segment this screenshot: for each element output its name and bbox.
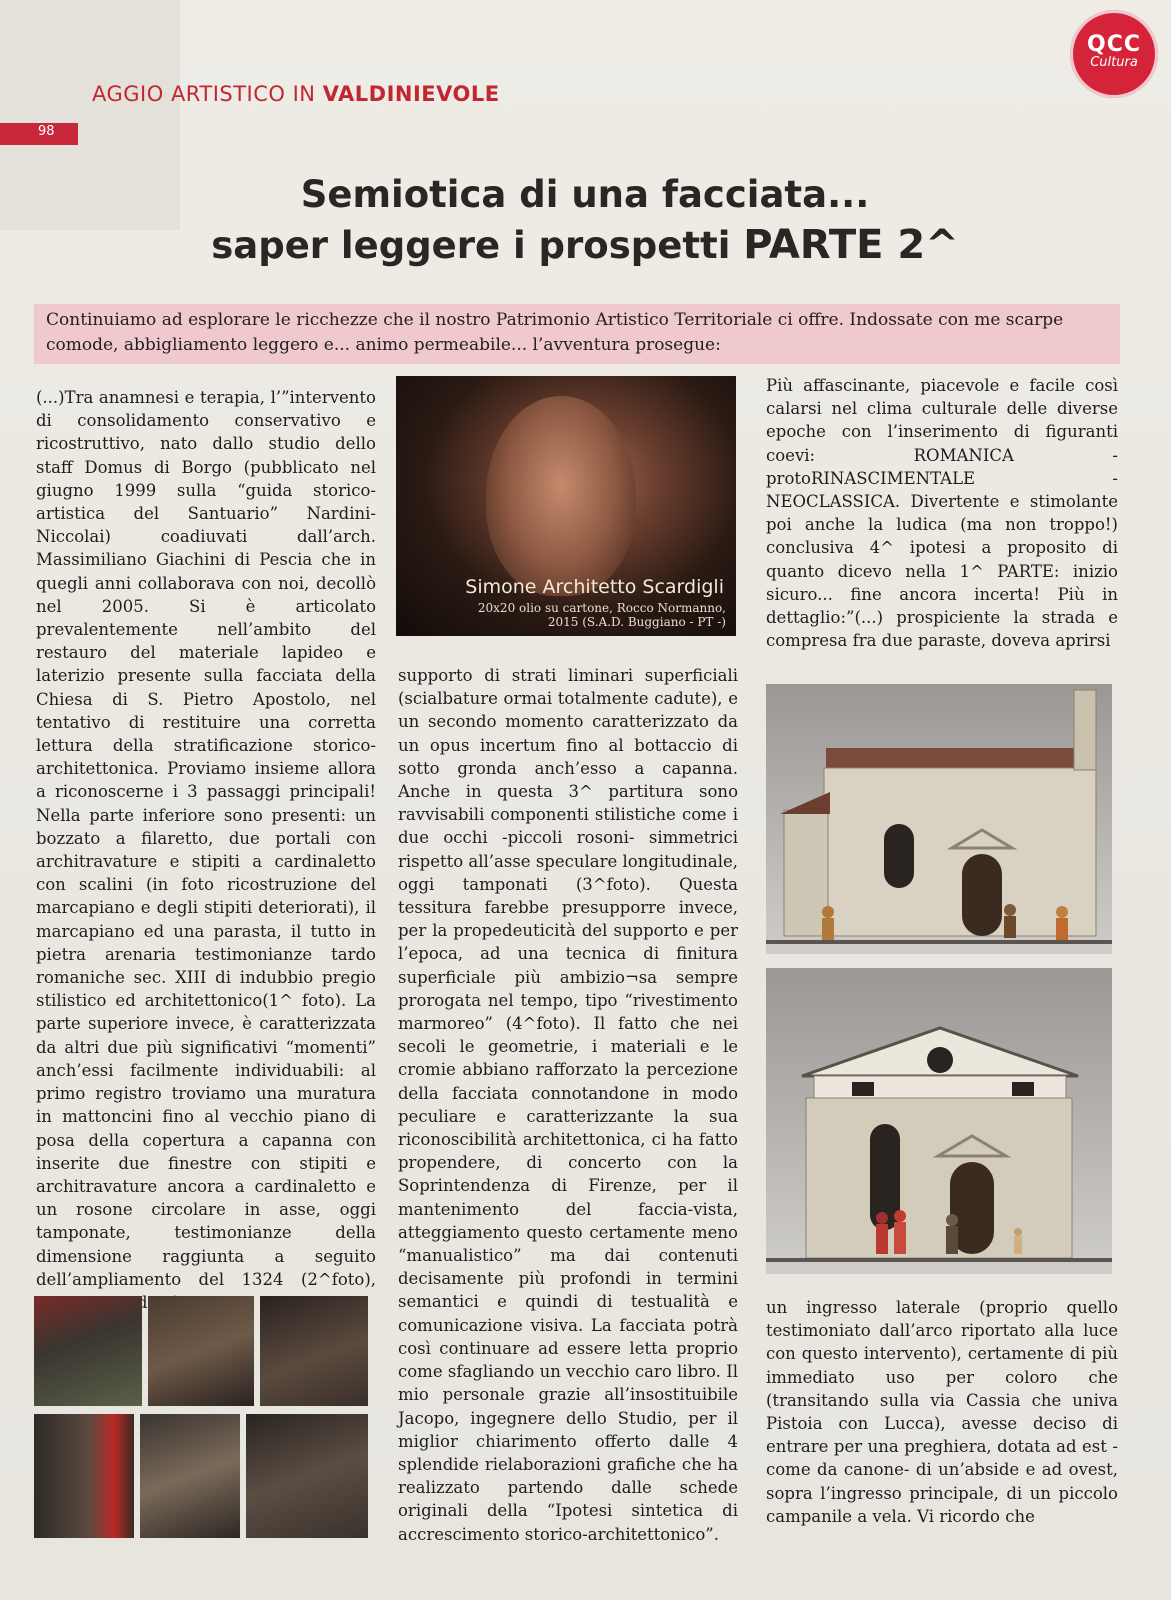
portrait-painting bbox=[396, 376, 736, 636]
page-number: 98 bbox=[38, 124, 55, 139]
facade-drawing-neoclassical bbox=[766, 968, 1112, 1274]
portrait-face-image bbox=[486, 396, 636, 596]
article-column-2: supporto di strati liminari superficiali (scialbature ormai totalmente cadute), e un secondo momento caratterizzato da un opus incertum fino al bottaccio di sotto gronda anch’esso a capanna. Anche in questa 3^ partitura sono ravvisabili componenti stilistiche come i due occhi -piccoli rosoni- simmetrici rispetto all’asse speculare longitudinale, oggi tamponati (3^foto). Questa tessitura farebbe presupporre invece, per la propedeuticità del supporto e per l’epoca, ad una tecnica di finitura superficiale più ambizio¬sa sempre prorogata nel tempo, tipo “rivestimento marmoreo” (4^foto). Il fatto che nei secoli le geometrie, i materiali e le cromie abbiano rafforzato la percezione della facciata connotandone in modo peculiare e caratterizzante la sua riconoscibilità architettonica, ci ha fatto propendere, di concerto con la Soprintendenza di Firenze, per il mantenimento del faccia-vista, atteggiamento questo certamente meno “manualistico” ma dai contenuti decisamente più profondi in termini semantici e quindi di testualità e comunicazione visiva. La facciata potrà così continuare ad essere letta proprio come sfagliando un vecchio caro libro. Il mio personale grazie all’insostituibile Jacopo, ingegnere dello Studio, per il miglior chiarimento offerto dalle 4 splendide rielaborazioni grafiche che ha realizzato partendo dalle schede originali della “Ipotesi sintetica di accrescimento storico-architettonico”. bbox=[398, 666, 739, 1544]
badge-qcc-text: QCC bbox=[1087, 32, 1141, 57]
restoration-photo-1 bbox=[34, 1296, 142, 1406]
badge-cultura-text: Cultura bbox=[1090, 55, 1138, 70]
intro-band: Continuiamo ad esplorare le ricchezze che il nostro Patrimonio Artistico Territoriale ci offre. Indossate con me scarpe comode, abbigliamento leggero e... animo permeabile... l’avventura prosegue: bbox=[34, 304, 1120, 364]
underlying-page bbox=[0, 0, 180, 230]
portrait-caption-line1: 20x20 olio su cartone, Rocco Normanno, bbox=[477, 601, 726, 615]
facade-illustration-1 bbox=[766, 684, 1112, 954]
restoration-photo-2 bbox=[148, 1296, 254, 1406]
article-title-line1: Semiotica di una facciata... bbox=[300, 173, 870, 216]
restoration-photo-4 bbox=[34, 1414, 134, 1538]
portrait-caption-line2: 2015 (S.A.D. Buggiano - PT -) bbox=[547, 615, 726, 629]
article-column-3-top: Più affascinante, piacevole e facile così calarsi nel clima culturale delle diverse epoche con l’inserimento di figuranti coevi: ROMANICA - protoRINASCIMENTALE - NEOCLASSICA. Divertente e stimolante poi anche la ludica (ma non troppo!) conclusiva 4^ ipotesi a proposito di quanto dicevo nella 1^ PARTE: inizio sicuro... fine ancora incerta! Più in dettaglio:”(...) prospiciente la strada e compresa fra due paraste, doveva aprirsi bbox=[766, 376, 1118, 651]
facade-drawing-romanesque bbox=[766, 684, 1112, 954]
restoration-photo-6 bbox=[246, 1414, 368, 1538]
article-title-line2-text: saper leggere i prospetti bbox=[211, 224, 744, 267]
restoration-photo-3 bbox=[260, 1296, 368, 1406]
section-header-prefix: AGGIO ARTISTICO IN bbox=[92, 82, 323, 106]
portrait-caption-name: Simone Architetto Scardigli bbox=[465, 576, 724, 598]
facade-illustration-2 bbox=[766, 968, 1112, 1274]
article-column-3-bottom: un ingresso laterale (proprio quello testimoniato dall’arco riportato alla luce con questo intervento), certamente di più immediato uso per coloro che (transitando sulla via Cassia che univa Pistoia con Lucca), avesse deciso di entrare per una preghiera, dotata ad est -come da canone- di un’abside e ad ovest, sopra l’ingresso principale, di un piccolo campanile a vela. Vi ricordo che bbox=[766, 1298, 1118, 1526]
qcc-cultura-badge bbox=[1070, 10, 1158, 98]
section-header-bold: VALDINIEVOLE bbox=[322, 82, 500, 106]
article-title bbox=[200, 170, 970, 271]
portrait-caption-details bbox=[406, 601, 736, 629]
article-column-1: (...)Tra anamnesi e terapia, l’”intervento di consolidamento conservativo e ricostruttivo, nato dallo studio dello staff Domus di Borgo (pubblicato nel giugno 1999 sulla “guida storico-artistica del Santuario” Nardini-Niccolai) coadiuvati dall’arch. Massimiliano Giachini di Pescia che in quegli anni collaborava con noi, decollò nel 2005. Si è articolato prevalentemente nell’ambito del restauro del materiale lapideo e laterizio presente sulla facciata della Chiesa di S. Pietro Apostolo, nel tentativo di restituire una corretta lettura della stratificazione storico-architettonica. Proviamo insieme allora a riconoscerne i 3 passaggi principali! Nella parte inferiore sono presenti: un bozzato a filaretto, due portali con architravature e stipiti a cardinaletto con scalini (in foto ricostruzione del marcapiano e degli stipiti deteriorati), il marcapiano ed una parasta, il tutto in pietra arenaria testimonianze tardo romaniche sec. XIII di indubbio pregio stilistico ed architettonico(1^ foto). La parte superiore invece, è caratterizzata da altri due più significativi “momenti” anch’essi facilmente individuabili: al primo registro troviamo una muratura in mattoncini fino al vecchio piano di posa della copertura a capanna con inserite due finestre con stipiti e architravature ancora a cardinaletto e un rosone circolare in asse, oggi tamponate, testimonianze della dimensione raggiunta a seguito dell’ampliamento del 1324 (2^foto), bbox=[36, 388, 376, 1289]
article-title-part: PARTE 2^ bbox=[743, 222, 959, 268]
restoration-photo-5 bbox=[140, 1414, 240, 1538]
article-title-line2 bbox=[200, 220, 970, 271]
section-header bbox=[92, 82, 500, 106]
